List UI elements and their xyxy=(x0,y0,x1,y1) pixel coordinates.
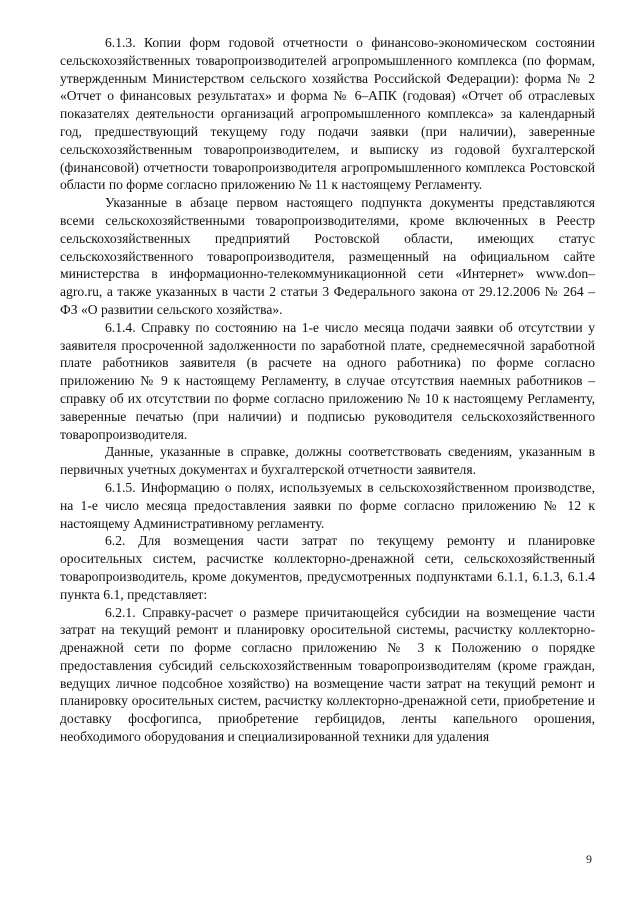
document-body xyxy=(60,34,595,746)
paragraph-documents-submission: Указанные в абзаце первом настоящего подпункта документы представляются всеми сельскохозяйственными товаропроизводителями, кроме включенных в Реестр сельскохозяйственных предприятий Ростовской области, имеющих статус сельскохозяйственного товаропроизводителя, размещенный на официальном сайте министерства в информационно-телекоммуникационной сети «Интернет» www.don–agro.ru, а также указанных в части 2 статьи 3 Федерального закона от 29.12.2006 № 264 – ФЗ «О развитии сельского хозяйства». xyxy=(60,195,595,317)
paragraph-6-1-4: 6.1.4. Справку по состоянию на 1-е число месяца подачи заявки об отсутствии у заявителя просроченной задолженности по заработной плате, среднемесячной заработной плате работников заявителя (в расчете на одного работника) по форме согласно приложению № 9 к настоящему Регламенту, в случае отсутствия наемных работников – справку об их отсутствии по форме согласно приложению № 10 к настоящему Регламенту, заверенные печатью (при наличии) и подписью руководителя сельскохозяйственного товаропроизводителя. xyxy=(60,319,595,442)
paragraph-certificate-data: Данные, указанные в справке, должны соответствовать сведениям, указанным в первичных учетных документах и бухгалтерской отчетности заявителя. xyxy=(60,444,595,478)
paragraph-6-1-3: 6.1.3. Копии форм годовой отчетности о финансово-экономическом состоянии сельскохозяйственных товаропроизводителей агропромышленного комплекса (по формам, утвержденным Министерством сельского хозяйства Российской Федерации): форма № 2 «Отчет о финансовых результатах» и форма № 6–АПК (годовая) «Отчет об отраслевых показателях деятельности организаций агропромышленного комплекса» за календарный год, предшествующий текущему году подачи заявки (при наличии), заверенные сельскохозяйственным товаропроизводителем, и выписку из годовой бухгалтерской (финансовой) отчетности товаропроизводителя агропромышленного комплекса Ростовской области по форме согласно приложению № 11 к настоящему Регламенту. xyxy=(60,35,595,193)
paragraph-6-2-1: 6.2.1. Справку-расчет о размере причитающейся субсидии на возмещение части затрат на текущий ремонт и планировку оросительной системы, расчистку коллекторно-дренажной сети по форме согласно приложению № 3 к Положению о порядке предоставления субсидий сельскохозяйственным товаропроизводителям (кроме граждан, ведущих личное подсобное хозяйство) на возмещение части затрат на текущий ремонт и планировку оросительных систем, расчистку коллекторно-дренажной сети, приобретение и доставку фосфогипса, приобретение гербицидов, ленты капельного орошения, необходимого оборудования и специализированной техники для удаления xyxy=(60,604,595,745)
page-number: 9 xyxy=(586,852,592,866)
paragraph-6-2: 6.2. Для возмещения части затрат по текущему ремонту и планировке оросительных систем, расчистке коллекторно-дренажной сети, сельскохозяйственный товаропроизводитель, кроме документов, предусмотренных подпунктами 6.1.1, 6.1.3, 6.1.4 пункта 6.1, представляет: xyxy=(60,533,595,602)
paragraph-6-1-5: 6.1.5. Информацию о полях, используемых в сельскохозяйственном производстве, на 1-е число месяца предоставления заявки по форме согласно приложению № 12 к настоящему Административному регламенту. xyxy=(60,479,595,531)
